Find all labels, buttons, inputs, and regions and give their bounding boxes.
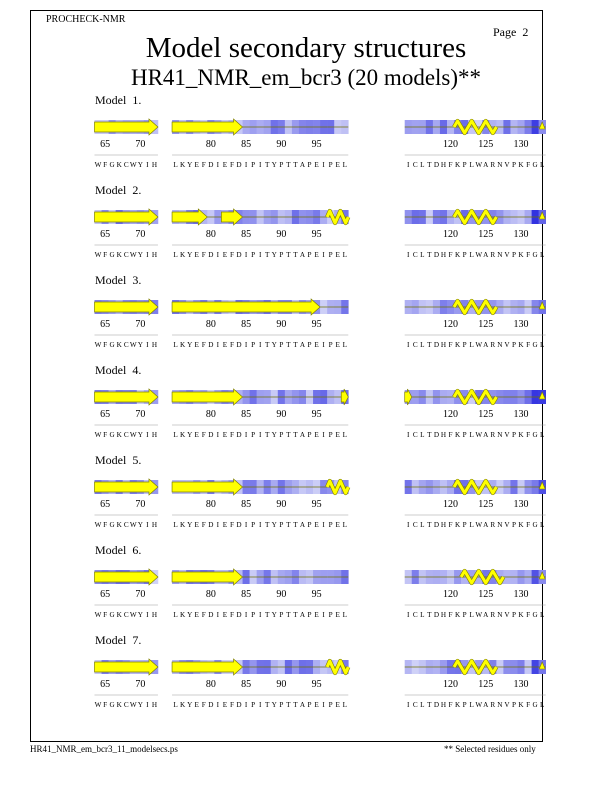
structure-plot — [0, 186, 612, 276]
sequence-text: P E L — [328, 521, 347, 529]
residue-number: 95 — [311, 409, 322, 420]
sequence-text: P E L — [328, 701, 347, 709]
residue-number: 120 — [443, 319, 459, 330]
sequence-text: W F G K CWY I H — [94, 611, 158, 619]
residue-number: 120 — [443, 499, 459, 510]
residue-number: 90 — [276, 229, 287, 240]
residue-number: 80 — [205, 589, 216, 600]
residue-number: 80 — [205, 679, 216, 690]
residue-number: 130 — [513, 319, 529, 330]
model-block — [0, 183, 612, 276]
residue-number: 70 — [135, 499, 146, 510]
residue-number: 70 — [135, 139, 146, 150]
residue-number: 120 — [443, 679, 459, 690]
sequence-text: P E L — [328, 251, 347, 259]
residue-number: 80 — [205, 319, 216, 330]
residue-number: 80 — [205, 409, 216, 420]
sequence-text: W F G K CWY I H — [94, 701, 158, 709]
residue-number: 65 — [100, 499, 111, 510]
residue-number: 125 — [478, 499, 494, 510]
residue-number: 130 — [513, 229, 529, 240]
residue-number: 120 — [443, 409, 459, 420]
sequence-segment — [327, 120, 348, 169]
residue-number: 65 — [100, 679, 111, 690]
model-block — [0, 273, 612, 366]
residue-number: 130 — [513, 499, 529, 510]
model-label: Model 4. — [95, 363, 142, 377]
sequence-text: W F G K CWY I H — [94, 521, 158, 529]
residue-number: 95 — [311, 319, 322, 330]
sequence-text: L K Y E F D I E F D I P I T Y P T T A P E I — [173, 251, 325, 259]
sequence-text: I C L T D H F K P LWA R N V P K F G L — [407, 611, 545, 619]
residue-number: 130 — [513, 679, 529, 690]
residue-number: 65 — [100, 229, 111, 240]
sequence-text: L K Y E F D I E F D I P I T Y P T T A P E I — [173, 521, 325, 529]
model-label: Model 2. — [95, 183, 142, 197]
sequence-text: P E L — [328, 431, 347, 439]
model-block — [0, 363, 612, 456]
residue-number: 125 — [478, 409, 494, 420]
residue-number: 125 — [478, 319, 494, 330]
residue-number: 130 — [513, 139, 529, 150]
residue-number: 85 — [241, 319, 252, 330]
residue-number: 125 — [478, 679, 494, 690]
page-number: Page 2 — [493, 25, 529, 39]
model-block — [0, 93, 612, 186]
structure-plot — [0, 456, 612, 546]
residue-number: 95 — [311, 679, 322, 690]
residue-number: 70 — [135, 679, 146, 690]
residue-number: 120 — [443, 589, 459, 600]
structure-plot — [0, 366, 612, 456]
residue-number: 125 — [478, 589, 494, 600]
sequence-text: P E L — [328, 611, 347, 619]
sequence-text: P E L — [328, 341, 347, 349]
structure-plot — [0, 96, 612, 186]
residue-number: 125 — [478, 139, 494, 150]
residue-number: 80 — [205, 229, 216, 240]
sequence-text: I C L T D H F K P LWA R N V P K F G L — [407, 701, 545, 709]
residue-number: 85 — [241, 589, 252, 600]
residue-number: 70 — [135, 409, 146, 420]
sequence-segment — [327, 300, 348, 349]
residue-number: 90 — [276, 139, 287, 150]
residue-number: 95 — [311, 589, 322, 600]
residue-number: 70 — [135, 319, 146, 330]
sequence-text: I C L T D H F K P LWA R N V P K F G L — [407, 521, 545, 529]
footer-filename: HR41_NMR_em_bcr3_11_modelsecs.ps — [30, 744, 178, 754]
sequence-text: W F G K CWY I H — [94, 431, 158, 439]
footer-note: ** Selected residues only — [444, 744, 536, 754]
residue-number: 90 — [276, 409, 287, 420]
sequence-text: W F G K CWY I H — [94, 251, 158, 259]
model-label: Model 6. — [95, 543, 142, 557]
structure-plot — [0, 546, 612, 636]
residue-number: 120 — [443, 139, 459, 150]
sequence-text: I C L T D H F K P LWA R N V P K F G L — [407, 161, 545, 169]
model-block — [0, 453, 612, 546]
residue-number: 85 — [241, 679, 252, 690]
sequence-text: P E L — [328, 161, 347, 169]
sequence-segment — [327, 570, 348, 619]
residue-number: 80 — [205, 139, 216, 150]
residue-number: 65 — [100, 409, 111, 420]
residue-number: 85 — [241, 139, 252, 150]
sequence-text: W F G K CWY I H — [94, 341, 158, 349]
model-label: Model 7. — [95, 633, 142, 647]
residue-number: 90 — [276, 499, 287, 510]
model-block — [0, 633, 612, 726]
model-label: Model 3. — [95, 273, 142, 287]
residue-number: 70 — [135, 589, 146, 600]
model-label: Model 5. — [95, 453, 142, 467]
sequence-text: L K Y E F D I E F D I P I T Y P T T A P E I — [173, 611, 325, 619]
residue-number: 85 — [241, 499, 252, 510]
residue-number: 90 — [276, 589, 287, 600]
residue-number: 90 — [276, 679, 287, 690]
residue-number: 70 — [135, 229, 146, 240]
sequence-text: I C L T D H F K P LWA R N V P K F G L — [407, 341, 545, 349]
residue-number: 120 — [443, 229, 459, 240]
program-name: PROCHECK-NMR — [46, 14, 126, 25]
sequence-text: L K Y E F D I E F D I P I T Y P T T A P E I — [173, 161, 325, 169]
model-block — [0, 543, 612, 636]
residue-number: 65 — [100, 139, 111, 150]
residue-number: 130 — [513, 589, 529, 600]
sequence-text: I C L T D H F K P LWA R N V P K F G L — [407, 431, 545, 439]
residue-number: 125 — [478, 229, 494, 240]
residue-number: 90 — [276, 319, 287, 330]
sequence-text: W F G K CWY I H — [94, 161, 158, 169]
residue-number: 65 — [100, 589, 111, 600]
sequence-text: I C L T D H F K P LWA R N V P K F G L — [407, 251, 545, 259]
sequence-text: L K Y E F D I E F D I P I T Y P T T A P E I — [173, 341, 325, 349]
structure-plot — [0, 636, 612, 726]
residue-number: 95 — [311, 139, 322, 150]
residue-number: 95 — [311, 499, 322, 510]
page-title: Model secondary structures — [145, 32, 467, 64]
model-label: Model 1. — [95, 93, 142, 107]
residue-number: 65 — [100, 319, 111, 330]
structure-plot — [0, 276, 612, 366]
residue-number: 85 — [241, 409, 252, 420]
sequence-text: L K Y E F D I E F D I P I T Y P T T A P E I — [173, 431, 325, 439]
residue-number: 95 — [311, 229, 322, 240]
residue-number: 130 — [513, 409, 529, 420]
page-subtitle: HR41_NMR_em_bcr3 (20 models)** — [130, 65, 482, 90]
sequence-text: L K Y E F D I E F D I P I T Y P T T A P E I — [173, 701, 325, 709]
residue-number: 85 — [241, 229, 252, 240]
residue-number: 80 — [205, 499, 216, 510]
